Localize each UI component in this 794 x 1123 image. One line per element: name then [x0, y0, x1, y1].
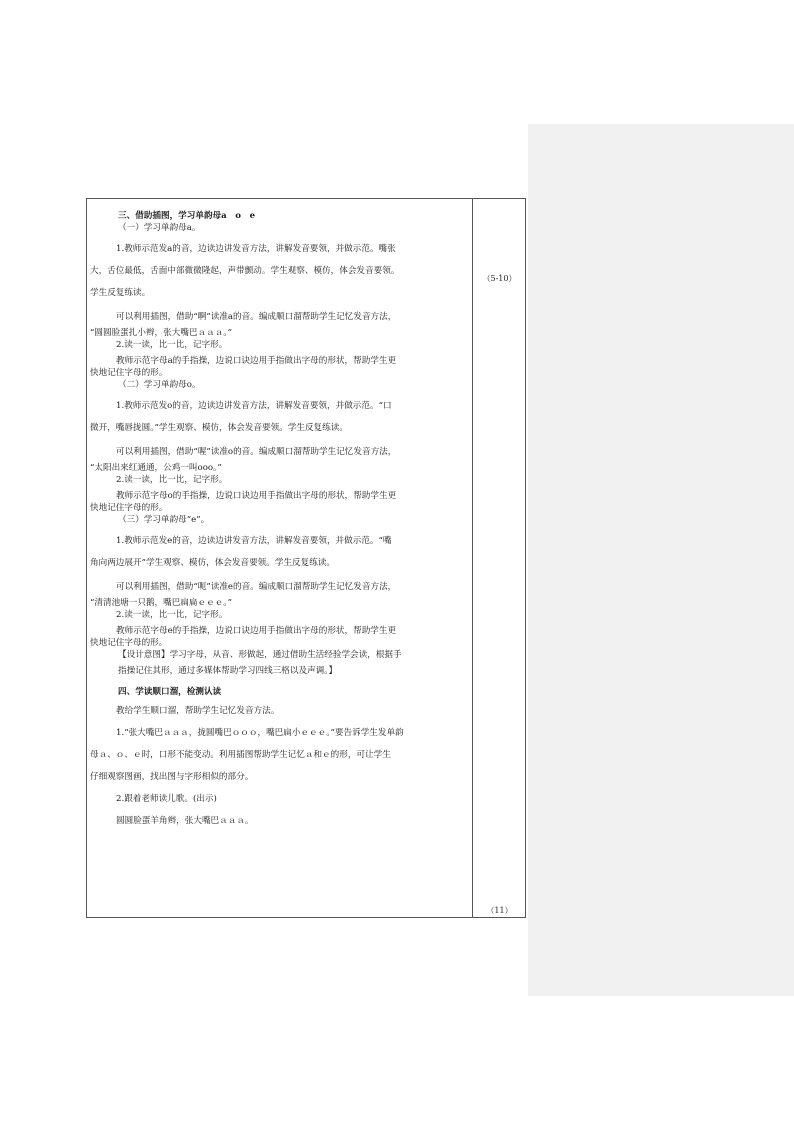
subsection-a-heading: （一）学习单韵母a。 — [118, 223, 201, 233]
paragraph-e-read: 2.读一读，比一比，记字形。 — [116, 610, 228, 620]
text-line: 母ａ、ｏ、ｅ时，口形不能变动。利用插图帮助学生记忆ａ和ｅ的形，可让学生 — [90, 750, 391, 760]
text-line: 指操记住其形，通过多媒体帮助学习四线三格以及声调。】 — [118, 666, 338, 676]
time-allocation-2: （11） — [486, 906, 513, 915]
text-line: 微开，嘴唇拢圆。”学生观察、模仿，体会发音要领。学生反复练读。 — [90, 423, 348, 433]
table-column-divider — [472, 198, 473, 918]
section-4-body — [90, 700, 470, 832]
subsection-o-heading: （二）学习单韵母o。 — [118, 380, 201, 390]
text-line: 教师示范字母o的手指操，边说口诀边用手指做出字母的形状，帮助学生更 — [116, 491, 397, 501]
time-allocation-1: （5-10） — [482, 274, 517, 283]
paragraph-o-finger — [90, 490, 470, 514]
text-line: 仔细观察图画，找出图与字形相似的部分。 — [90, 772, 254, 782]
lesson-content-cell — [90, 200, 470, 832]
text-line: 1.教师示范发e的音，边读边讲发音方法，讲解发音要领，并做示范。“嘴 — [116, 536, 392, 546]
paragraph-a-rhyme — [90, 311, 470, 339]
text-line: 学生反复练读。 — [90, 288, 151, 298]
text-line: 教师示范字母a的手指操，边说口诀边用手指做出字母的形状，帮助学生更 — [116, 356, 397, 366]
paragraph-e-rhyme — [90, 581, 470, 609]
text-line: “清清池塘一只鹅，嘴巴扁扁ｅｅｅ。” — [90, 598, 232, 608]
comment-pane — [528, 124, 794, 996]
text-line: 圆圆脸蛋羊角辫，张大嘴巴ａａａ。 — [116, 816, 254, 826]
text-line: 角向两边展开”学生观察、模仿，体会发音要领。学生反复练读。 — [90, 558, 336, 568]
text-line: 快地记住字母的形。 — [90, 368, 168, 378]
text-line: 大，舌位最低，舌面中部微微隆起，声带颤动。学生观察、模仿，体会发音要领。 — [90, 266, 400, 276]
paragraph-o-rhyme — [90, 446, 470, 474]
paragraph-a-read: 2.读一读，比一比，记字形。 — [116, 340, 228, 350]
section-3-heading: 三、借助插图，学习单韵母a o e — [118, 211, 256, 221]
subsection-e-heading: （三）学习单韵母“e”。 — [118, 515, 210, 525]
paragraph-e-pronunciation — [90, 530, 470, 574]
section-4-heading: 四、学读顺口溜，检测认读 — [118, 687, 222, 697]
paragraph-a-finger — [90, 355, 470, 379]
text-line: 可以利用插图，借助“喔”读准o的音。编成顺口溜帮助学生记忆发音方法， — [116, 447, 397, 457]
text-line: 可以利用插图，借助“呃”读准e的音。编成顺口溜帮助学生记忆发音方法， — [116, 582, 397, 592]
text-line: 快地记住字母的形。 — [90, 503, 168, 513]
paragraph-a-pronunciation — [90, 238, 470, 304]
text-line: 可以利用插图，借助“啊”读准a的音。编成顺口溜帮助学生记忆发音方法， — [116, 312, 397, 322]
text-line: “圆圆脸蛋扎小辫，张大嘴巴ａａａ。” — [90, 328, 232, 338]
text-line: 教给学生顺口溜，帮助学生记忆发音方法。 — [116, 706, 280, 716]
text-line: 1.教师示范发a的音，边读边讲发音方法，讲解发音要领，并做示范。嘴张 — [116, 244, 396, 254]
text-line: 1.教师示范发o的音，边读边讲发音方法，讲解发音要领，并做示范。“口 — [116, 401, 392, 411]
text-line: 快地记住字母的形。 — [90, 638, 168, 648]
text-line: “太阳出来红通通，公鸡一叫ooo。” — [90, 463, 222, 473]
text-line: 1.“张大嘴巴ａａａ，拢圆嘴巴ｏｏｏ，嘴巴扁小ｅｅｅ。”要告诉学生发单韵 — [116, 728, 404, 738]
design-intent-note — [90, 649, 470, 677]
paragraph-e-finger — [90, 625, 470, 649]
paragraph-o-pronunciation — [90, 395, 470, 439]
paragraph-o-read: 2.读一读，比一比，记字形。 — [116, 475, 228, 485]
text-line: 教师示范字母e的手指操，边说口诀边用手指做出字母的形状，帮助学生更 — [116, 626, 397, 636]
text-line: 2.跟着老师读儿歌。(出示) — [116, 794, 217, 804]
text-line: 【设计意图】学习字母，从音、形做起，通过借助生活经验学会读，根据手 — [118, 650, 402, 660]
